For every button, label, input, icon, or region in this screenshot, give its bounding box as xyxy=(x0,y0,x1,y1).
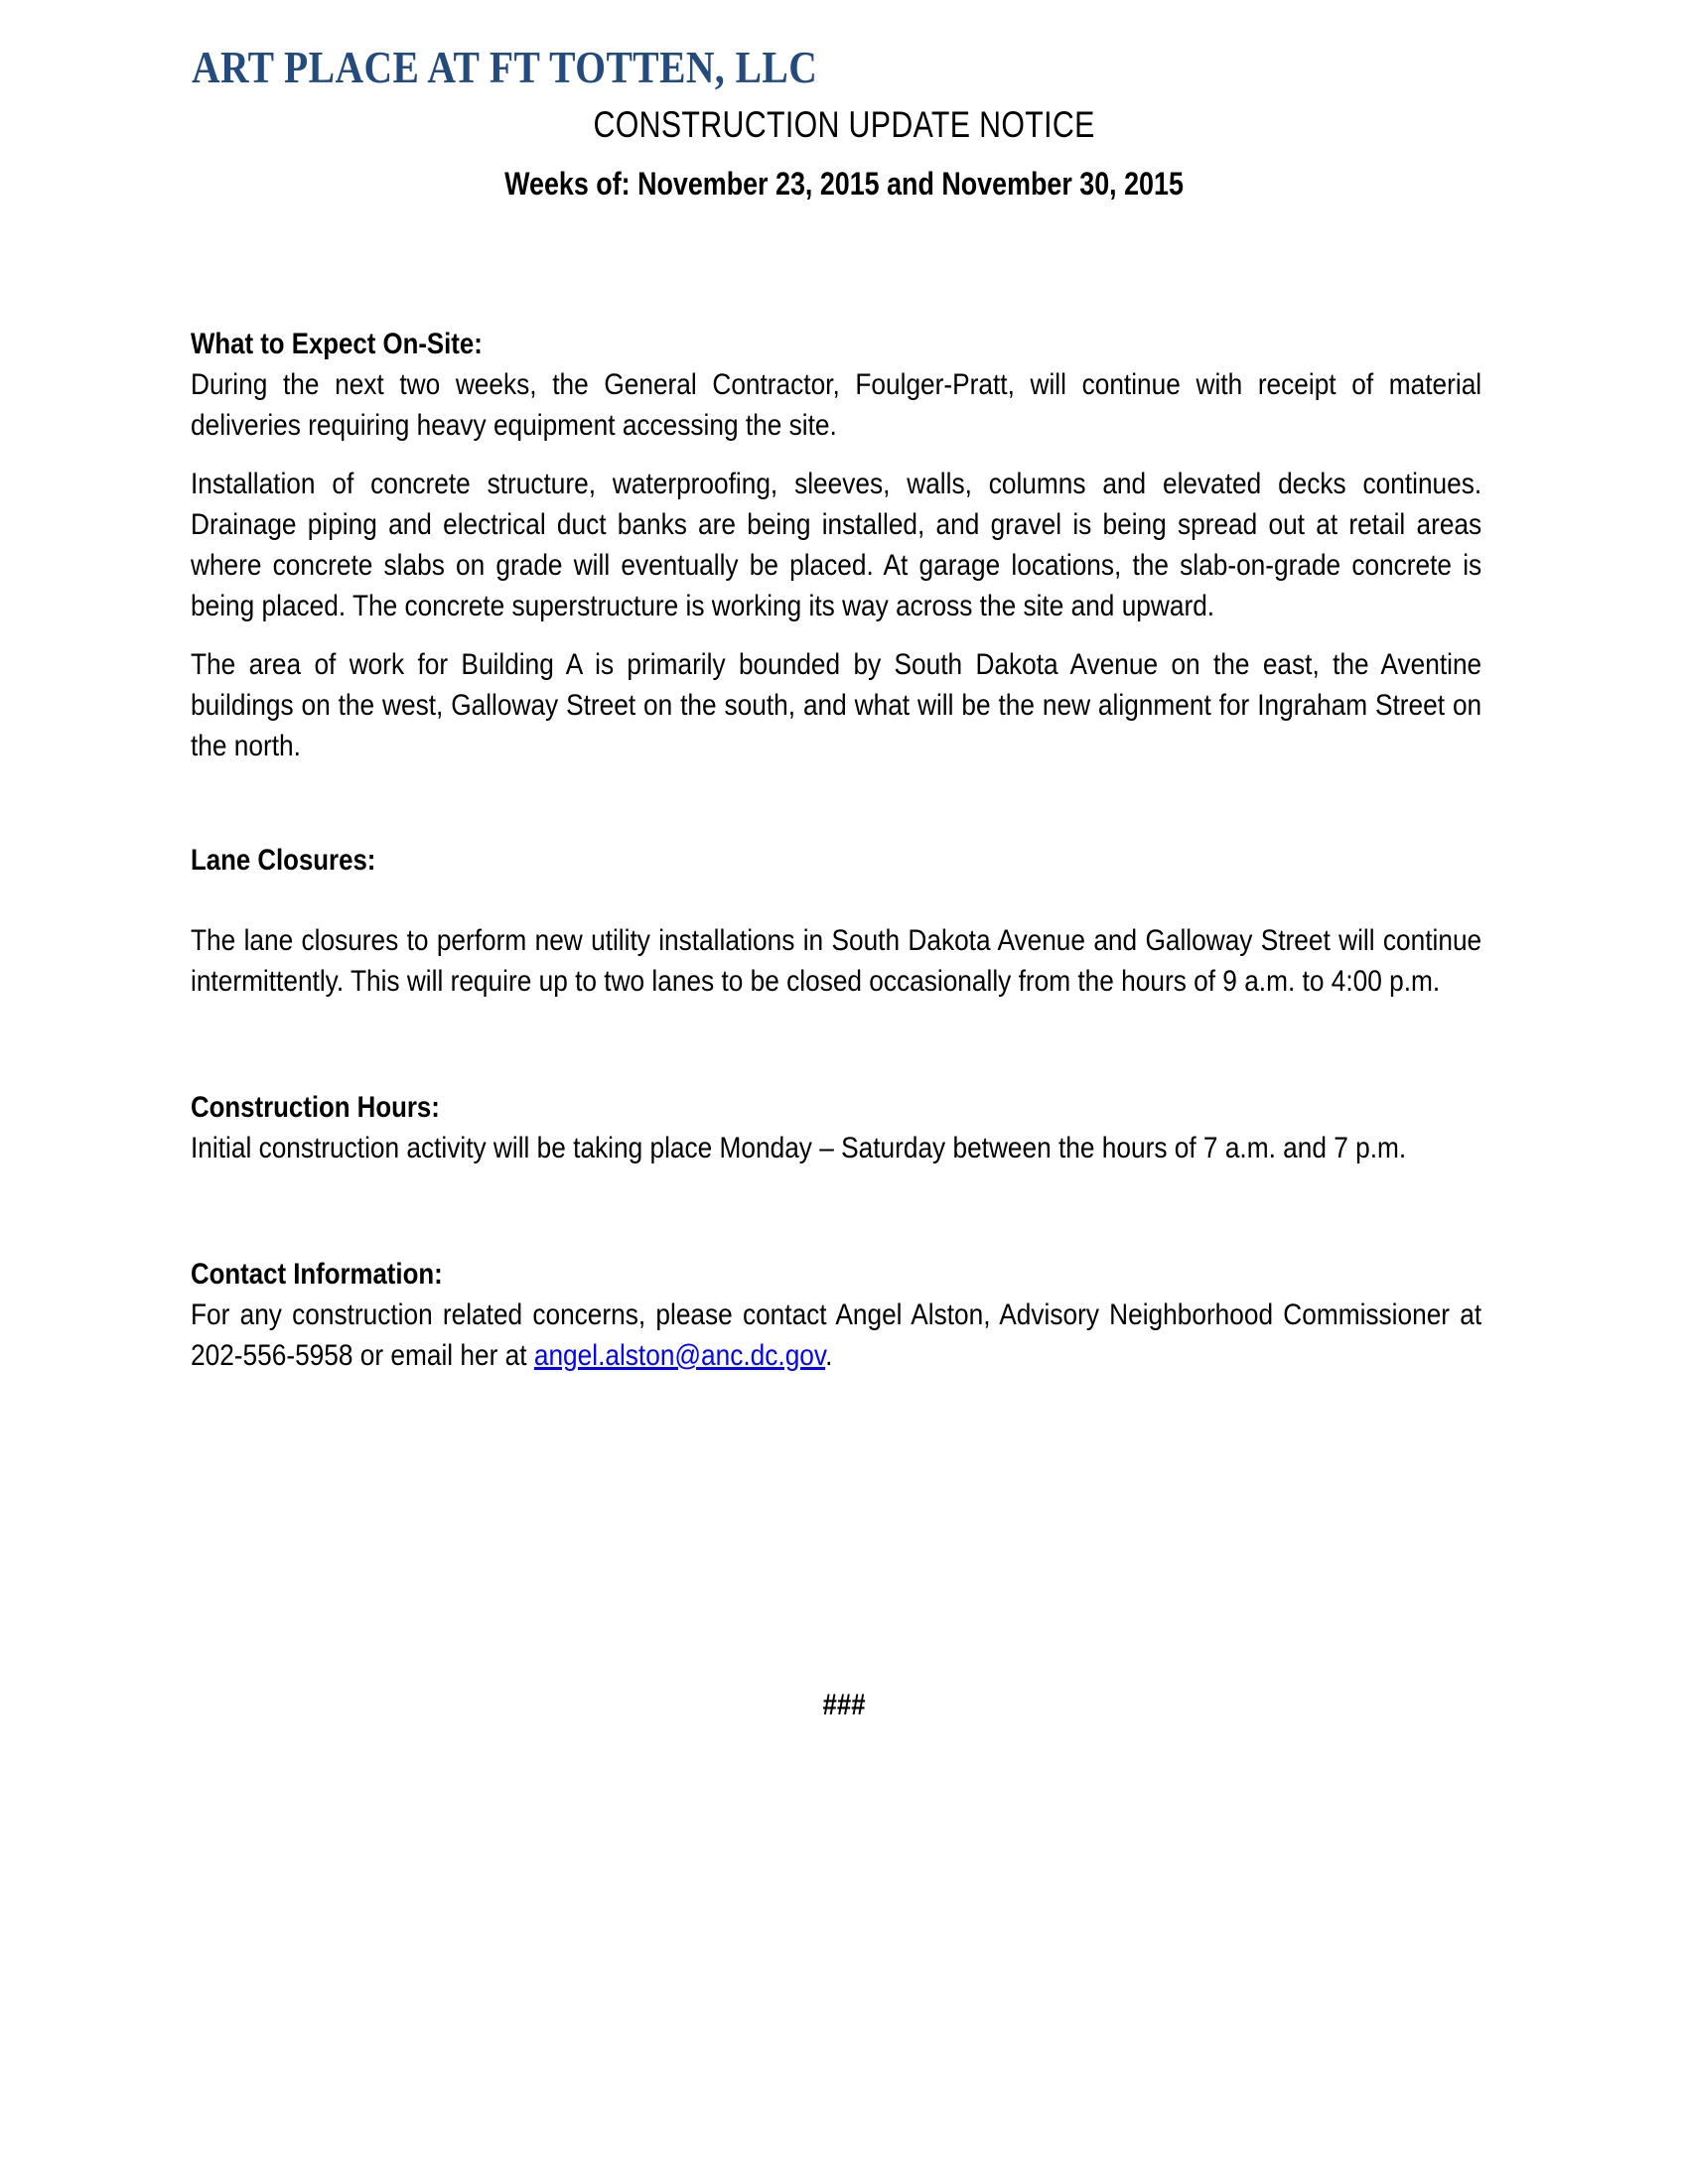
spacer xyxy=(191,766,1481,840)
page-title xyxy=(0,103,1688,147)
date-range-line xyxy=(0,164,1688,204)
date-range-text: Weeks of: November 23, 2015 and November 30, 2015 xyxy=(504,166,1184,202)
end-of-notice-mark xyxy=(0,1685,1688,1725)
document-body xyxy=(191,324,1481,1376)
section-heading-construction-hours xyxy=(191,1087,1481,1128)
email-link[interactable]: angel.alston@anc.dc.gov xyxy=(533,1339,826,1372)
contact-text-prefix: For any construction related concerns, please contact Angel Alston, Advisory Neighborhood Commissioner at 202-556-5958 or email her at xyxy=(191,1298,1482,1372)
section-heading-text: Lane Closures: xyxy=(191,844,376,877)
spacer xyxy=(191,446,1481,464)
section-heading-contact-information xyxy=(191,1254,1481,1295)
page-title-text: CONSTRUCTION UPDATE NOTICE xyxy=(593,104,1095,145)
paragraph-expect-3 xyxy=(191,644,1481,766)
section-heading-text: What to Expect On-Site: xyxy=(191,328,483,360)
paragraph-expect-1 xyxy=(191,364,1481,446)
paragraph-contact-1 xyxy=(191,1295,1481,1376)
paragraph-text: During the next two weeks, the General Contractor, Foulger-Pratt, will continue with receipt of material deliveries requiring heavy equipment accessing the site. xyxy=(191,368,1482,442)
paragraph-expect-2 xyxy=(191,464,1481,626)
paragraph-text xyxy=(191,1295,1481,1376)
paragraph-text: Installation of concrete structure, waterproofing, sleeves, walls, columns and elevated decks continues. Drainage piping and electrical duct banks are being installed, and gravel is being spread out at retail areas where concrete slabs on grade will eventually be placed. At garage locations, the slab-on-grade concrete is being placed. The concrete superstructure is working its way across the site and upward. xyxy=(191,468,1482,622)
paragraph-text: The lane closures to perform new utility installations in South Dakota Avenue and Galloway Street will continue intermittently. This will require up to two lanes to be closed occasionally from the hours of 9 a.m. to 4:00 p.m. xyxy=(191,924,1482,998)
contact-text-suffix: . xyxy=(825,1339,833,1372)
paragraph-text: Initial construction activity will be taking place Monday – Saturday between the hours of 7 a.m. and 7 p.m. xyxy=(191,1132,1407,1164)
section-heading-text: Contact Information: xyxy=(191,1258,443,1291)
spacer xyxy=(191,1168,1481,1254)
spacer xyxy=(191,1002,1481,1087)
spacer xyxy=(191,626,1481,644)
section-heading-lane-closures xyxy=(191,840,1481,881)
paragraph-construction-hours-1 xyxy=(191,1128,1481,1168)
spacer xyxy=(191,881,1481,920)
company-logo-text: ART PLACE AT FT TOTTEN, LLC xyxy=(192,42,818,92)
section-heading-text: Construction Hours: xyxy=(191,1091,440,1124)
paragraph-lane-closures-1 xyxy=(191,920,1481,1002)
paragraph-text: The area of work for Building A is primarily bounded by South Dakota Avenue on the east, the Aventine buildings on the west, Galloway Street on the south, and what will be the new alignment for Ingraham Street on the north. xyxy=(191,648,1482,762)
section-heading-what-to-expect xyxy=(191,324,1481,364)
end-of-notice-text: ### xyxy=(822,1689,866,1721)
